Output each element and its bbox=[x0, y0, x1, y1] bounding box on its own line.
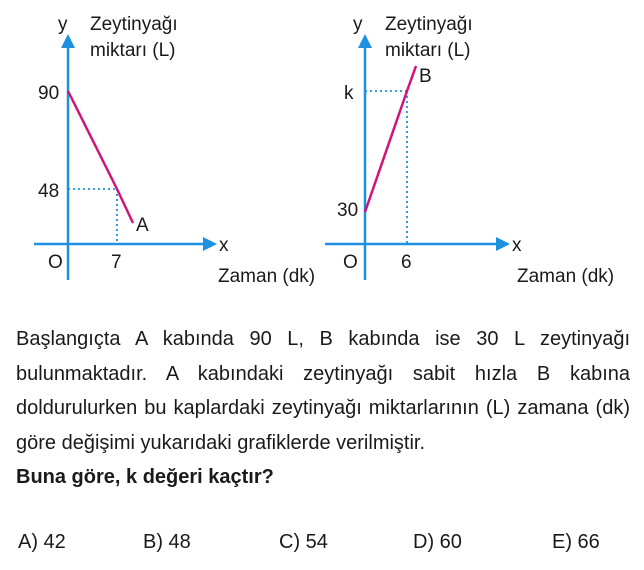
choice-d[interactable]: D) 60 bbox=[413, 531, 462, 553]
series-line-b bbox=[365, 66, 416, 212]
series-line-a bbox=[68, 91, 133, 223]
question-text bbox=[16, 322, 630, 495]
x-axis-title: Zaman (dk) bbox=[218, 266, 316, 287]
y-tick-label: k bbox=[344, 83, 354, 104]
x-tick-label: 6 bbox=[401, 252, 412, 273]
choice-e[interactable]: E) 66 bbox=[552, 531, 600, 553]
y-axis-letter: y bbox=[353, 14, 363, 35]
question-ask: Buna göre, k değeri kaçtır? bbox=[16, 466, 274, 488]
x-tick-label: 7 bbox=[111, 252, 122, 273]
x-axis-letter: x bbox=[219, 235, 229, 256]
x-axis-title: Zaman (dk) bbox=[517, 266, 615, 287]
y-axis-title-line1: Zeytinyağı bbox=[385, 14, 473, 35]
origin-label: O bbox=[48, 252, 63, 273]
series-label-b: B bbox=[419, 66, 432, 87]
y-axis-arrow-icon bbox=[358, 34, 372, 48]
choice-c[interactable]: C) 54 bbox=[279, 531, 328, 553]
y-tick-label: 90 bbox=[38, 83, 60, 104]
x-axis-letter: x bbox=[512, 235, 522, 256]
choice-b[interactable]: B) 48 bbox=[143, 531, 191, 553]
question-statement: Başlangıçta A kabında 90 L, B kabında ise 30 L zeytinyağı bulunmaktadır. A kabındaki zeytinyağı sabit hızla B kabına doldurulurken bu kaplardaki zeytinyağı miktarlarının (L) zamana (dk) göre değişimi yukarıdaki grafiklerde verilmiştir. bbox=[16, 328, 630, 454]
x-axis-arrow-icon bbox=[203, 237, 217, 251]
x-axis-arrow-icon bbox=[496, 237, 510, 251]
y-axis-title-line2: miktarı (L) bbox=[90, 40, 176, 61]
y-tick-label: 48 bbox=[38, 181, 60, 202]
choice-a[interactable]: A) 42 bbox=[18, 531, 66, 553]
y-axis-arrow-icon bbox=[61, 34, 75, 48]
graph-a bbox=[0, 0, 320, 300]
answer-choices bbox=[0, 531, 644, 565]
y-axis-title-line2: miktarı (L) bbox=[385, 40, 471, 61]
y-axis-letter: y bbox=[58, 14, 68, 35]
series-label-a: A bbox=[136, 215, 149, 236]
y-axis-title-line1: Zeytinyağı bbox=[90, 14, 178, 35]
origin-label: O bbox=[343, 252, 358, 273]
y-tick-label: 30 bbox=[337, 200, 359, 221]
graph-b bbox=[318, 0, 644, 300]
